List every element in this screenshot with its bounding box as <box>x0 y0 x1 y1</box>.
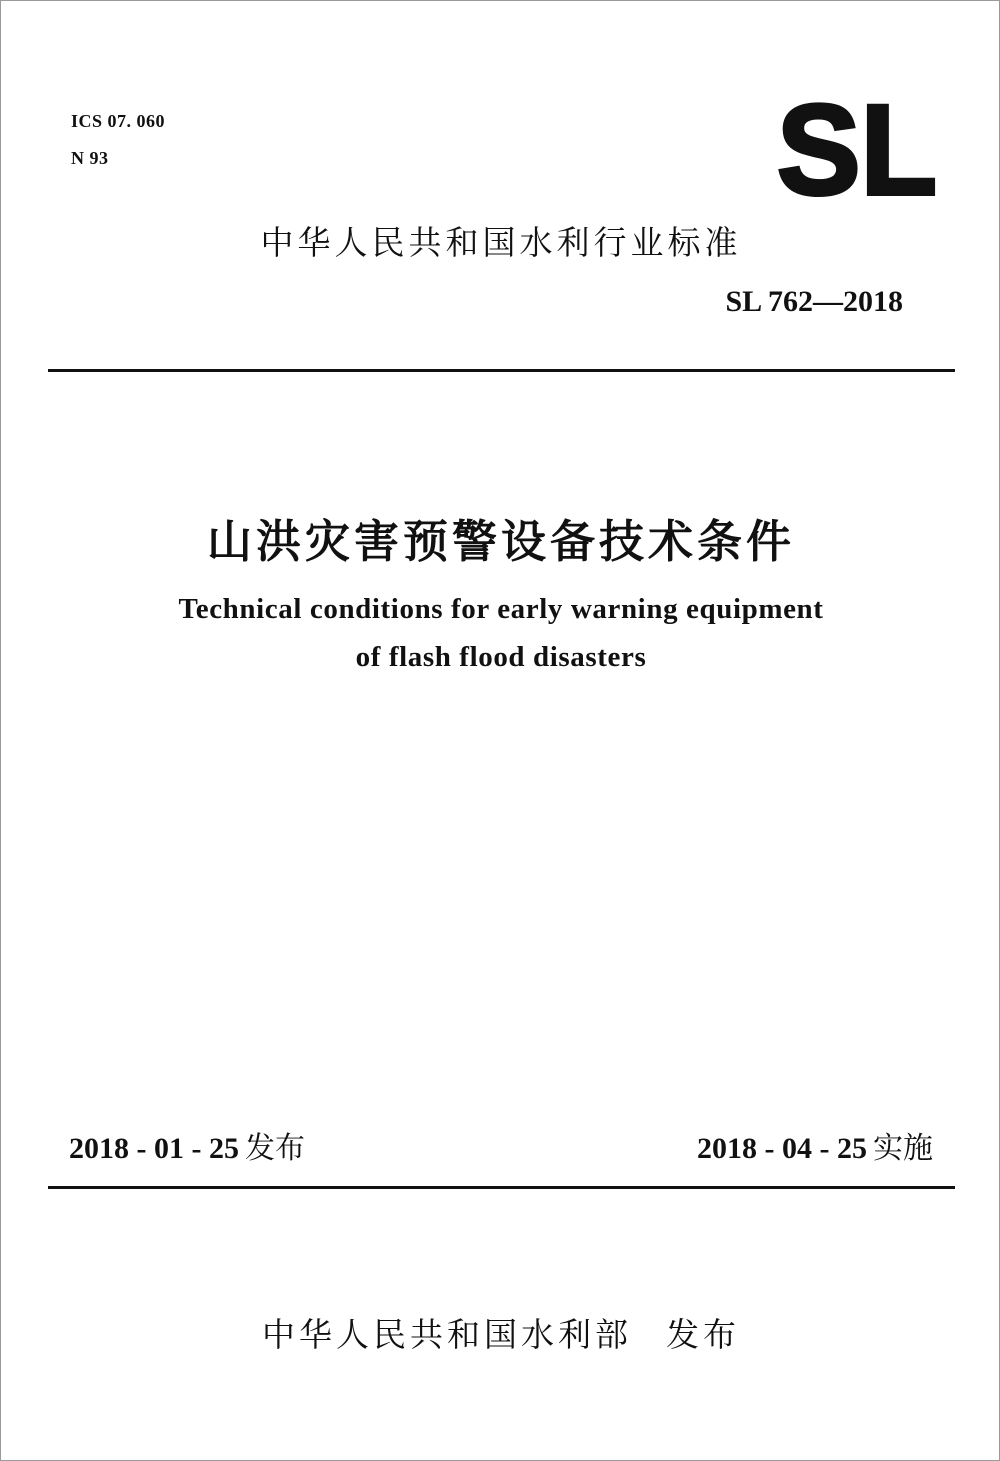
issue-date-block <box>69 1123 305 1167</box>
implement-date-block <box>697 1123 933 1167</box>
ics-code: ICS 07. 060 <box>71 111 166 131</box>
publisher-line <box>1 1309 1000 1356</box>
title-english-line1: Technical conditions for early warning equipment <box>178 593 824 625</box>
title-chinese: 山洪灾害预警设备技术条件 <box>206 515 795 568</box>
top-divider <box>48 369 955 372</box>
standard-code: SL 762—2018 <box>725 285 903 318</box>
title-english-line2: of flash flood disasters <box>355 641 647 673</box>
publish-label: 发布 <box>666 1315 740 1354</box>
sl-logo-text: SL <box>777 99 937 199</box>
implement-label: 实施 <box>873 1131 933 1166</box>
issue-date: 2018 - 01 - 25 <box>69 1132 239 1165</box>
industry-standard-heading: 中华人民共和国水利行业标准 <box>260 223 742 262</box>
implement-date: 2018 - 04 - 25 <box>697 1132 867 1165</box>
sl-logo <box>777 99 937 199</box>
issue-label: 发布 <box>244 1131 305 1166</box>
publisher-name: 中华人民共和国水利部 <box>262 1315 632 1354</box>
ccs-code: N 93 <box>71 148 109 168</box>
bottom-divider <box>48 1186 955 1189</box>
